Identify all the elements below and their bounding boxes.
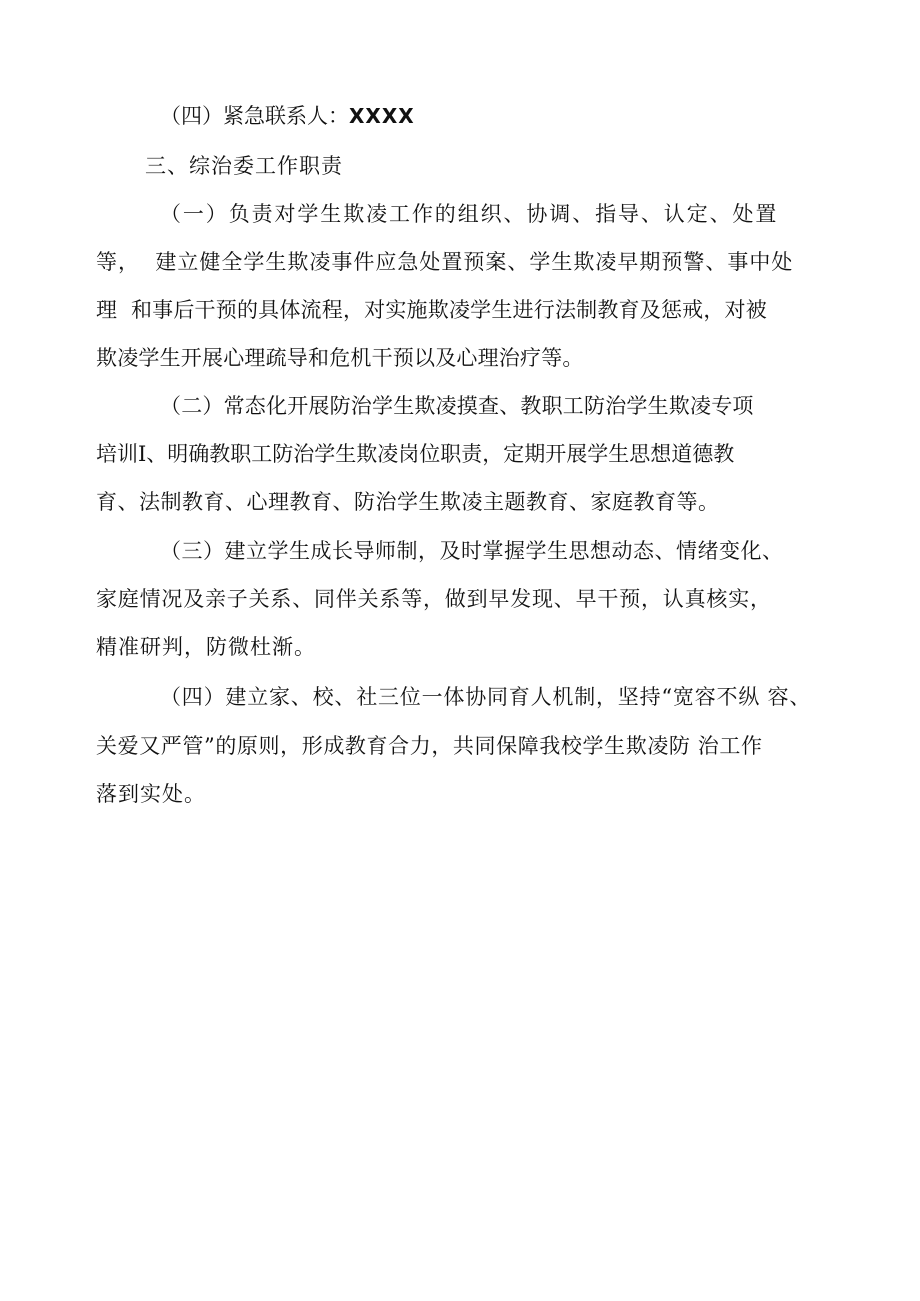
contact-label: （四）紧急联系人： bbox=[160, 104, 349, 128]
paragraph-1-line-2: 等， 建立健全学生欺凌事件应急处置预案、学生欺凌早期预警、事中处 bbox=[96, 250, 794, 274]
paragraph-4-line-3: 落到实处。 bbox=[96, 782, 206, 806]
paragraph-3-line-1: （三）建立学生成长导师制，及时掌握学生思想动态、情绪变化、 bbox=[160, 539, 784, 563]
paragraph-4-line-2: 关爱又严管”的原则，形成教育合力，共同保障我校学生欺凌防 治工作 bbox=[96, 734, 763, 758]
paragraph-3-line-3: 精准研判，防微杜渐。 bbox=[96, 635, 316, 659]
paragraph-1-line-1: （一）负责对学生欺凌工作的组织、协调、指导、认定、处置 bbox=[160, 202, 779, 226]
contact-line bbox=[160, 103, 415, 129]
paragraph-2-line-2: 培训I、明确教职工防治学生欺凌岗位职责，定期开展学生思想道德教 bbox=[96, 442, 735, 466]
paragraph-1-line-3: 理 和事后干预的具体流程，对实施欺凌学生进行法制教育及惩戒，对被 bbox=[96, 298, 767, 322]
paragraph-4-line-1: （四）建立家、校、社三位一体协同育人机制，坚持“宽容不纵 容、 bbox=[160, 685, 812, 709]
contact-value: XXXX bbox=[349, 104, 415, 128]
paragraph-3-line-2: 家庭情况及亲子关系、同伴关系等，做到早发现、早干预，认真核实， bbox=[96, 587, 772, 611]
paragraph-2-line-1: （二）常态化开展防治学生欺凌摸查、教职工防治学生欺凌专项 bbox=[160, 394, 754, 418]
section-heading: 三、综治委工作职责 bbox=[145, 154, 343, 178]
paragraph-1-line-4: 欺凌学生开展心理疏导和危机干预以及心理治疗等。 bbox=[96, 346, 584, 370]
paragraph-2-line-3: 育、法制教育、心理教育、防治学生欺凌主题教育、家庭教育等。 bbox=[96, 490, 720, 514]
